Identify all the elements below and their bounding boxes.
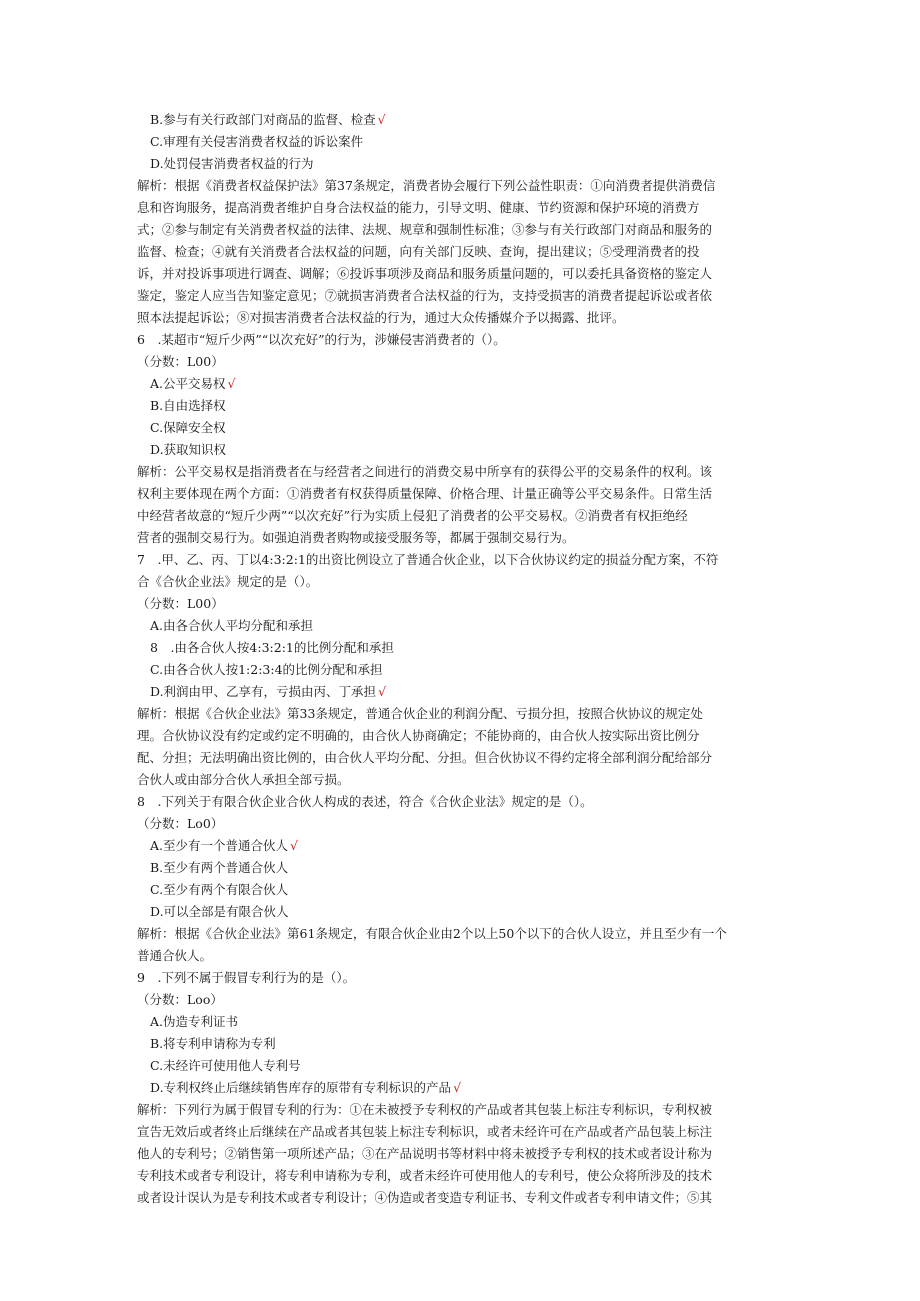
option-item: D.专利权终止后继续销售库存的原带有专利标识的产品 √ [150,1080,462,1095]
check-mark-icon: √ [227,376,236,391]
option-item: C.由各合伙人按1:2:3:4的比例分配和承担 [150,662,383,677]
question-score: （分数：Loo） [137,992,223,1007]
analysis-paragraph: 解析：根据《合伙企业法》第61条规定，有限合伙企业由2个以上50个以下的合伙人设立，并且至少有一个 普通合伙人。 [137,926,727,963]
question-stem-cont: 合《合伙企业法》规定的是（）。 [137,574,319,589]
analysis-paragraph: 解析：根据《消费者权益保护法》第37条规定，消费者协会履行下列公益性职责：①向消费者提供消费信 息和咨询服务，提高消费者维护自身合法权益的能力，引导文明、健康、节约资源和保护环境的消费方 式；②参与制定有关消费者权益的法律、法规、规章和强制性标准；③参与有关行政部门对商品和服务的 监督、检查；④就有关消费者合法权益的问题，向有关部门反映、查询，提出建议；⑤受理消费者的投 诉，并对投诉事项进行调查、调解；⑥投诉事项涉及商品和服务质量问题的，可以委托具备资格的鉴定人 鉴定，鉴定人应当告知鉴定意见；⑦就损害消费者合法权益的行为，支持受损害的消费者提起诉讼或者依 照本法提起诉讼；⑧对损害消费者合法权益的行为，通过大众传播媒介予以揭露、批评。 [137,178,716,325]
question-stem: 7 .甲、乙、丙、丁以4:3:2:1的出资比例设立了普通合伙企业，以下合伙协议约定的损益分配方案，不符 [137,552,719,567]
option-item: B.参与有关行政部门对商品的监督、检查 √ [150,112,386,127]
question-stem: 8 .下列关于有限合伙企业合伙人构成的表述，符合《合伙企业法》规定的是（）。 [137,794,593,809]
option-item: A.至少有一个普通合伙人 √ [150,838,298,853]
check-mark-icon: √ [453,1080,462,1095]
analysis-paragraph: 解析：公平交易权是指消费者在与经营者之间进行的消费交易中所享有的获得公平的交易条件的权利。该 权利主要体现在两个方面：①消费者有权获得质量保障、价格合理、计量正确等公平交易条件。日常生活 中经营者故意的“短斤少两”“以次充好”行为实质上侵犯了消费者的公平交易权。②消费者有权拒绝经 营者的强制交易行为。如强迫消费者购物或接受服务等，都属于强制交易行为。 [137,464,713,545]
question-9 [137,967,787,1209]
option-item: C.保障安全权 [150,420,226,435]
option-item: D.获取知识权 [150,442,227,457]
question-stem: 9 .下列不属于假冒专利行为的是（）。 [137,970,356,985]
analysis-paragraph: 解析：根据《合伙企业法》第33条规定，普通合伙企业的利润分配、亏损分担，按照合伙协议的规定处 理。合伙协议没有约定或约定不明确的，由合伙人协商确定；不能协商的，由合伙人按实际出资比例分 配、分担；无法明确出资比例的，由合伙人平均分配、分担。但合伙协议不得约定将全部利润分配给部分 合伙人或由部分合伙人承担全部亏损。 [137,706,713,787]
option-item: D.利润由甲、乙享有，亏损由丙、丁承担 √ [150,684,387,699]
document-body [137,109,787,1209]
analysis-paragraph: 解析：下列行为属于假冒专利的行为：①在未被授予专利权的产品或者其包装上标注专利标识，专利权被 宣告无效后或者终止后继续在产品或者其包装上标注专利标识，或者未经许可在产品或者产品包装上标注 他人的专利号；②销售第一项所述产品；③在产品说明书等材料中将未被授予专利权的技术或者设计称为 专利技术或者专利设计，将专利申请称为专利，或者未经许可使用他人的专利号，使公众将所涉及的技术 或者设计误认为是专利技术或者专利设计；④伪造或者变造专利证书、专利文件或者专利申请文件；⑤其 [137,1102,713,1205]
question-6 [137,329,787,549]
option-item: 8 .由各合伙人按4:3:2:1的比例分配和承担 [150,640,394,655]
check-mark-icon: √ [290,838,298,853]
option-item: A.公平交易权 √ [150,376,236,391]
check-mark-icon: √ [378,684,387,699]
question-score: （分数：Lo0） [137,816,224,831]
option-item: C.审理有关侵害消费者权益的诉讼案件 [150,134,364,149]
top-options [137,109,787,175]
question-score: （分数：L00） [137,354,224,369]
option-item: D.处罚侵害消费者权益的行为 [150,156,314,171]
check-mark-icon: √ [377,112,386,127]
question-8 [137,791,787,967]
question-stem: 6 .某超市“短斤少两”“以次充好”的行为，涉嫌侵害消费者的（）。 [137,332,506,347]
question-7 [137,549,787,791]
option-item: B.将专利申请称为专利 [150,1036,276,1051]
option-item: C.至少有两个有限合伙人 [150,882,289,897]
option-item: B.至少有两个普通合伙人 [150,860,289,875]
option-item: D.可以全部是有限合伙人 [150,904,289,919]
option-item: C.未经许可使用他人专利号 [150,1058,301,1073]
question-score: （分数：L00） [137,596,224,611]
option-item: A.由各合伙人平均分配和承担 [150,618,314,633]
option-item: A.伪造专利证书 [150,1014,239,1029]
option-item: B.自由选择权 [150,398,226,413]
